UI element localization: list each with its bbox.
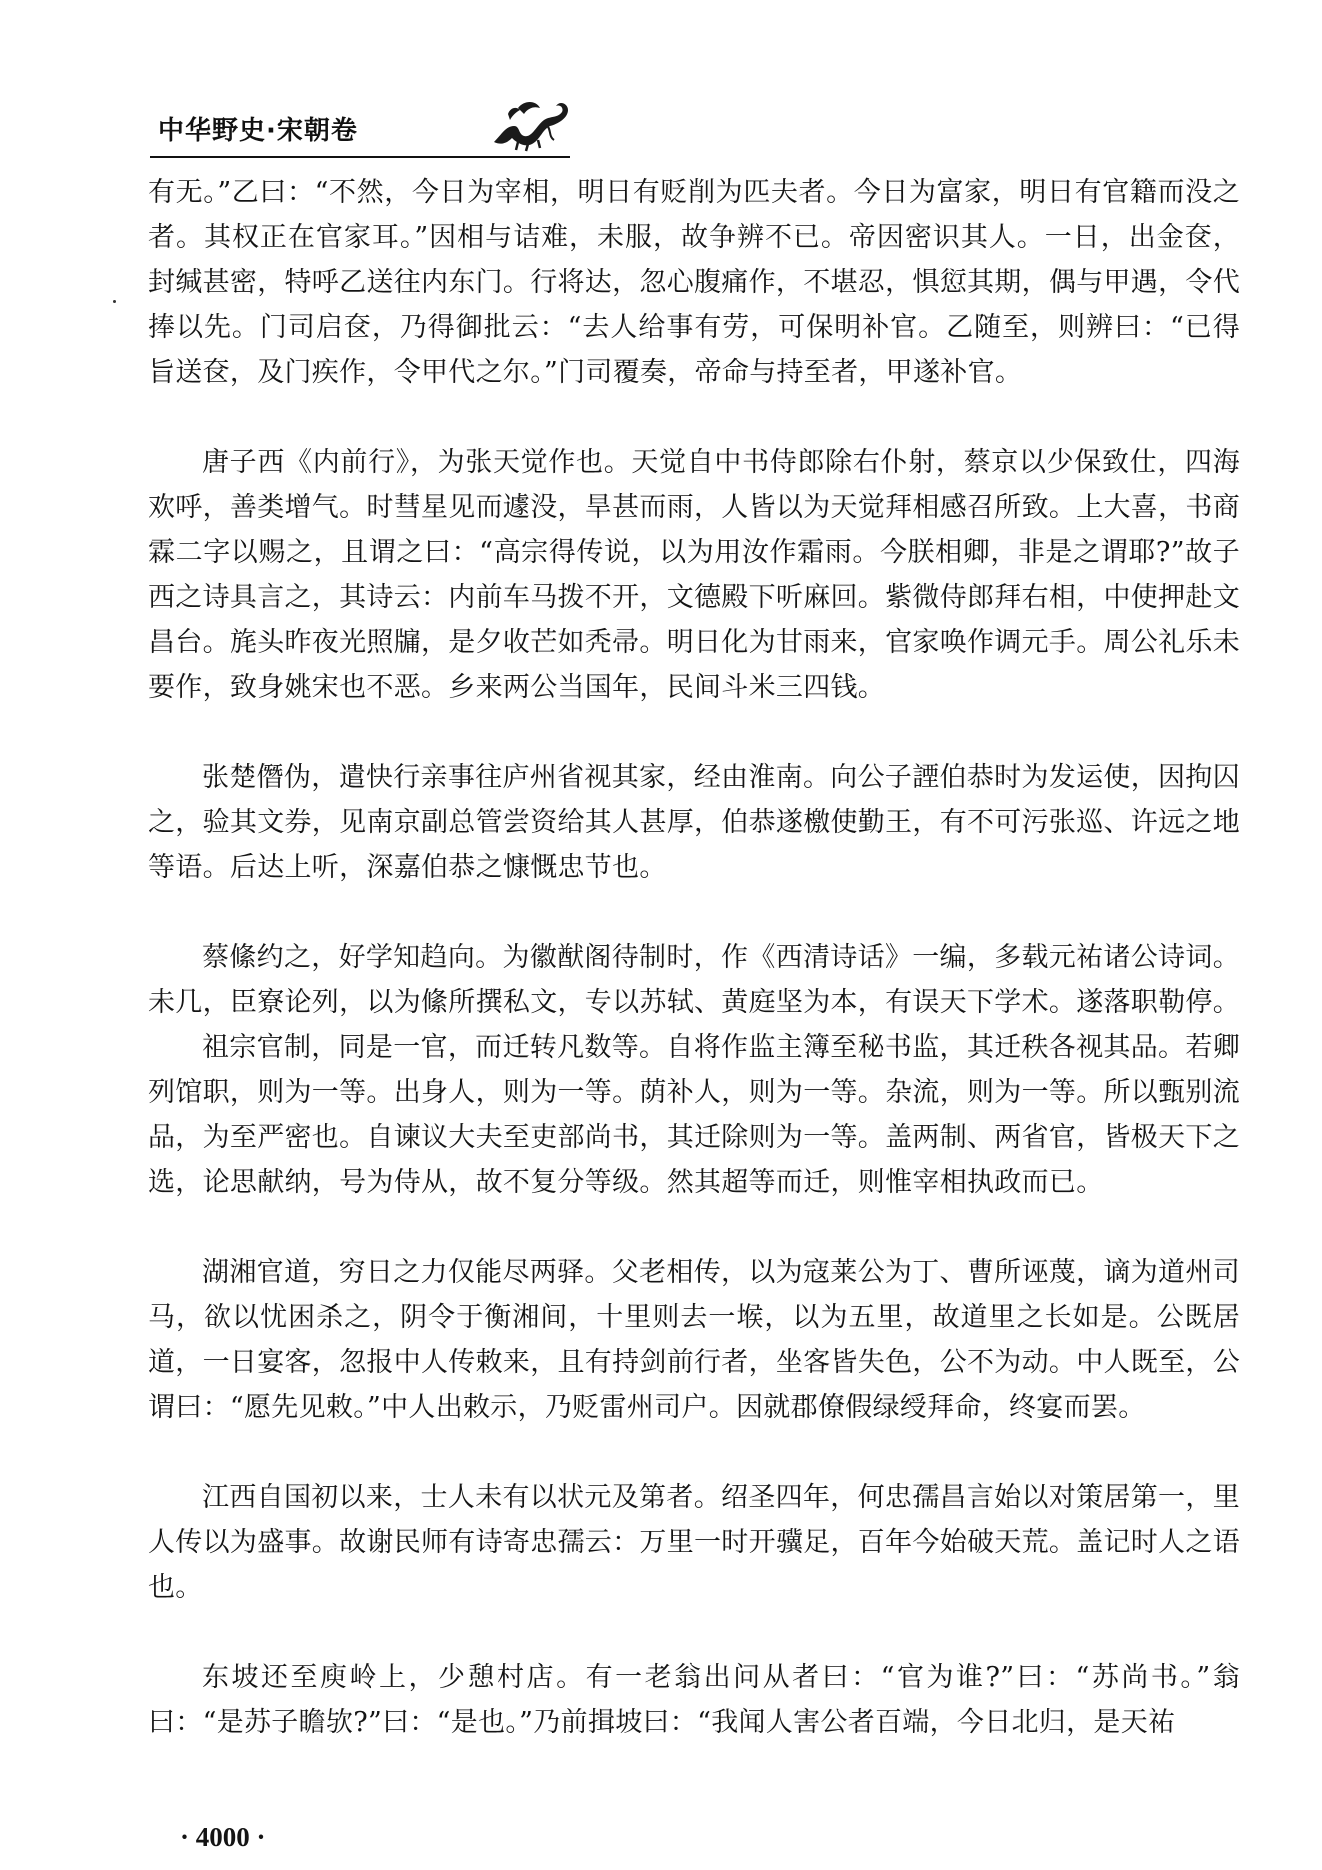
paragraph: 蔡絛约之，好学知趋向。为徽猷阁待制时，作《西清诗话》一编，多载元祐诸公诗词。未几，臣寮论列，以为絛所撰私文，专以苏轼、黄庭坚为本，有误天下学术。遂落职勒停。 [148, 942, 1240, 1018]
dragon-logo-icon [488, 96, 572, 152]
page-number: · 4000 · [180, 1822, 266, 1852]
paragraph: 江西自国初以来，士人未有以状元及第者。绍圣四年，何忠孺昌言始以对策居第一，里人传以为盛事。故谢民师有诗寄忠孺云：万里一时开骥足，百年今始破天荒。盖记时人之语也。 [148, 1482, 1240, 1603]
paragraph: 湖湘官道，穷日之力仅能尽两驿。父老相传，以为寇莱公为丁、曹所诬蔑，谪为道州司马，欲以忧困杀之，阴令于衡湘间，十里则去一堠，以为五里，故道里之长如是。公既居道，一日宴客，忽报中人传敕来，且有持剑前行者，坐客皆失色，公不为动。中人既至，公谓曰：“愿先见敕。”中人出敕示，乃贬雷州司户。因就郡僚假绿绶拜命，终宴而罢。 [148, 1257, 1240, 1423]
paragraph: 东坡还至庾岭上，少憩村店。有一老翁出问从者曰：“官为谁?”曰：“苏尚书。”翁曰：“是苏子瞻欤?”曰：“是也。”乃前揖坡曰：“我闻人害公者百端，今日北归，是天祐 [148, 1662, 1240, 1738]
book-title: 中华野史·宋朝卷 [158, 116, 358, 146]
page-body [148, 170, 1240, 1745]
header-rule [150, 156, 570, 158]
paragraph: 有无。”乙曰：“不然，今日为宰相，明日有贬削为匹夫者。今日为富家，明日有官籍而没之者。其权正在官家耳。”因相与诘难，未服，故争辨不已。帝因密识其人。一日，出金奁，封缄甚密，特呼乙送往内东门。行将达，忽心腹痛作，不堪忍，惧愆其期，偶与甲遇，令代捧以先。门司启奁，乃得御批云：“去人给事有劳，可保明补官。乙随至，则辨曰：“已得旨送奁，及门疾作，令甲代之尔。”门司覆奏，帝命与持至者，甲遂补官。 [148, 177, 1240, 388]
paragraph: 祖宗官制，同是一官，而迁转凡数等。自将作监主簿至秘书监，其迁秩各视其品。若卿列馆职，则为一等。出身人，则为一等。荫补人，则为一等。杂流，则为一等。所以甄别流品，为至严密也。自谏议大夫至吏部尚书，其迁除则为一等。盖两制、两省官，皆极天下之选，论思献纳，号为侍从，故不复分等级。然其超等而迁，则惟宰相执政而已。 [148, 1032, 1240, 1198]
paragraph: 唐子西《内前行》，为张天觉作也。天觉自中书侍郎除右仆射，蔡京以少保致仕，四海欢呼，善类增气。时彗星见而遽没，旱甚而雨，人皆以为天觉拜相感召所致。上大喜，书商霖二字以赐之，且谓之曰：“高宗得传说，以为用汝作霜雨。今朕相卿，非是之谓耶?”故子西之诗具言之，其诗云：内前车马拨不开，文德殿下听麻回。紫微侍郎拜右相，中使押赴文昌台。旄头昨夜光照牖，是夕收芒如秃帚。明日化为甘雨来，官家唤作调元手。周公礼乐未要作，致身姚宋也不恶。乡来两公当国年，民间斗米三四钱。 [148, 447, 1240, 703]
paragraph: 张楚僭伪，遣快行亲事往庐州省视其家，经由淮南。向公子諲伯恭时为发运使，因拘囚之，验其文券，见南京副总管尝资给其人甚厚，伯恭遂檄使勤王，有不可污张巡、许远之地等语。后达上听，深嘉伯恭之慷慨忠节也。 [148, 762, 1240, 883]
scan-speck [113, 300, 116, 303]
running-header [150, 100, 568, 156]
